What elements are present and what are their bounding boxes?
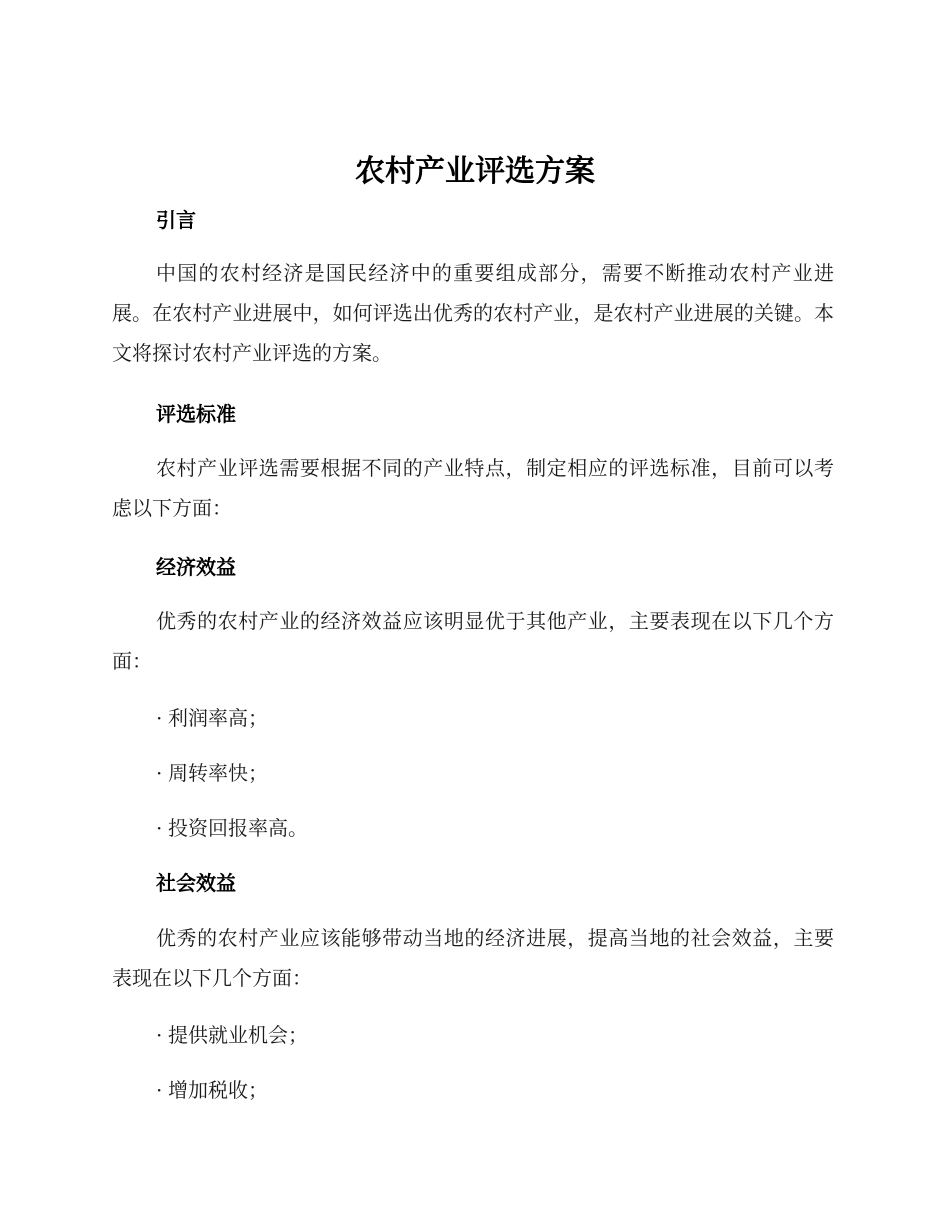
list-item <box>156 758 268 788</box>
heading-social: 社会效益 <box>156 871 236 895</box>
list-item <box>156 703 268 733</box>
paragraph-social: 优秀的农村产业应该能够带动当地的经济进展，提高当地的社会效益，主要表现在以下几个方面： <box>112 926 834 990</box>
list-item <box>156 1020 308 1050</box>
document-title: 农村产业评选方案 <box>355 154 595 189</box>
heading-criteria: 评选标准 <box>156 402 236 426</box>
list-item-text: 周转率快； <box>168 761 268 785</box>
list-item-text: 利润率高； <box>168 706 268 730</box>
paragraph-economic: 优秀的农村产业的经济效益应该明显优于其他产业，主要表现在以下几个方面： <box>112 609 834 673</box>
list-item-text: 提供就业机会； <box>168 1023 308 1047</box>
heading-economic: 经济效益 <box>156 555 236 579</box>
list-item-text: 增加税收； <box>168 1078 268 1102</box>
list-item <box>156 813 308 843</box>
heading-intro: 引言 <box>156 208 196 232</box>
paragraph-intro: 中国的农村经济是国民经济中的重要组成部分，需要不断推动农村产业进展。在农村产业进展中，如何评选出优秀的农村产业，是农村产业进展的关键。本文将探讨农村产业评选的方案。 <box>112 261 834 365</box>
bullet-marker: · <box>156 1078 163 1102</box>
paragraph-criteria: 农村产业评选需要根据不同的产业特点，制定相应的评选标准，目前可以考虑以下方面： <box>112 456 834 520</box>
list-item <box>156 1075 268 1105</box>
bullet-marker: · <box>156 761 163 785</box>
list-item-text: 投资回报率高。 <box>168 816 308 840</box>
bullet-marker: · <box>156 706 163 730</box>
bullet-marker: · <box>156 816 163 840</box>
bullet-marker: · <box>156 1023 163 1047</box>
